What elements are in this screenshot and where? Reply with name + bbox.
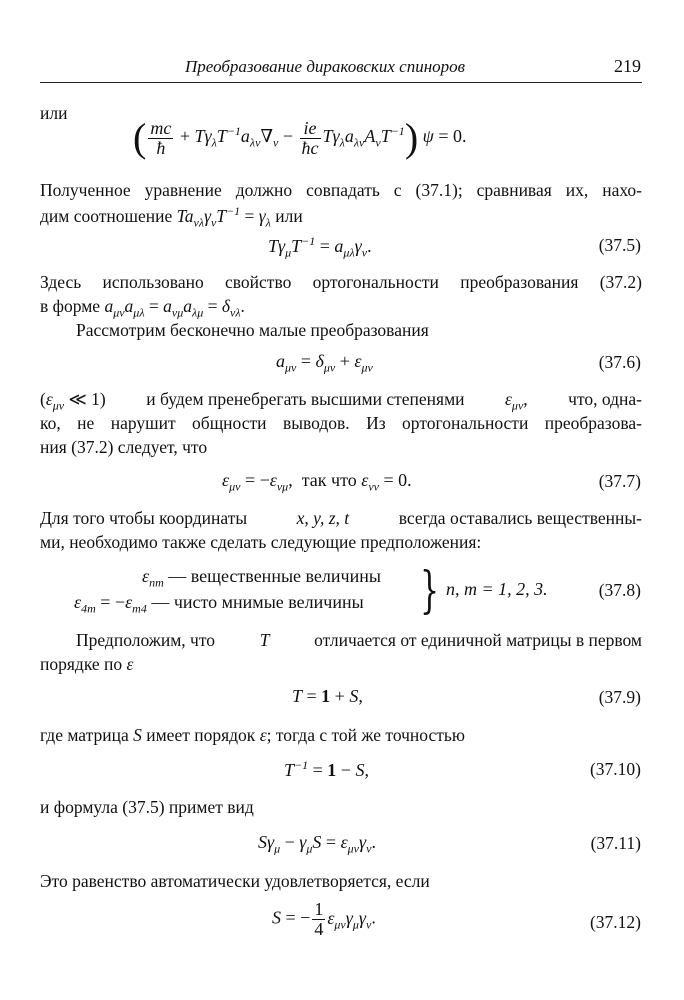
equation-37-11: $S\gamma_\mu - \gamma_\mu S = \varepsilon_{\mu\nu}\gamma_\nu$. bbox=[258, 832, 376, 856]
eqno-37-5: (37.5) bbox=[598, 235, 641, 255]
eqno-37-8: (37.8) bbox=[598, 580, 641, 600]
paragraph-line: Рассмотрим бесконечно малые преобразования bbox=[76, 320, 429, 340]
text-or: или bbox=[40, 103, 68, 123]
paragraph-line: дим соотношение $Ta_{\nu\lambda}\gamma_\nu T^{-1} = \gamma_\lambda$ или bbox=[40, 204, 303, 230]
paragraph-line: в форме $a_{\mu\nu}a_{\mu\lambda} = a_{\nu\mu}a_{\lambda\mu} = \delta_{\nu\lambda}$. bbox=[40, 296, 245, 320]
equation-37-7: $\varepsilon_{\mu\nu} = -\varepsilon_{\nu\mu}$, так что $\varepsilon_{\nu\nu} = 0$. bbox=[222, 470, 412, 494]
paragraph-line: ($\varepsilon_{\mu\nu}$ ≪ 1) и будем пренебрегать высшими степенями $\varepsilon_{\mu\nu}$, что, одна- bbox=[40, 389, 642, 413]
paragraph-line: ко, не нарушит общности выводов. Из ортогональности преобразова- bbox=[40, 413, 642, 433]
dirac-equation-transformed: ( $\frac{mc}{ħ}$ + $T\gamma_\lambda T^{-1}a_{\lambda\nu}\nabla_\nu$ − $\frac{ie}{ħc}$ $T\gamma_\lambda a_{\lambda\nu}A_\nu T^{-1}$) ψ = 0. bbox=[133, 115, 467, 160]
eqno-37-7: (37.7) bbox=[598, 471, 641, 491]
running-header-title: Преобразование дираковских спиноров bbox=[185, 57, 466, 76]
right-brace: } bbox=[420, 561, 440, 619]
eqno-37-10: (37.10) bbox=[589, 759, 641, 779]
paragraph-line: Полученное уравнение должно совпадать с (37.1); сравнивая их, нахо- bbox=[40, 180, 642, 200]
paragraph-line: где матрица S имеет порядок ε; тогда с той же точностью bbox=[40, 725, 465, 745]
paragraph-line: ния (37.2) следует, что bbox=[40, 437, 208, 457]
equation-37-12: S = − $\frac{1}{4}$ $\varepsilon_{\mu\nu}\gamma_\mu\gamma_\nu$. bbox=[272, 899, 376, 939]
page-number: 219 bbox=[614, 56, 641, 76]
equation-37-9: T = 1 + S, bbox=[292, 686, 363, 706]
paragraph-line: Здесь использовано свойство ортогональности преобразования (37.2) bbox=[40, 272, 642, 292]
condition-imaginary: $\varepsilon_{4m} = -\varepsilon_{m4}$ — чисто мнимые величины bbox=[74, 592, 364, 616]
paragraph-line: Предположим, что T отличается от единичной матрицы в первом bbox=[76, 630, 642, 650]
eqno-37-9: (37.9) bbox=[598, 687, 641, 707]
eqno-37-6: (37.6) bbox=[598, 352, 641, 372]
paragraph-line: и формула (37.5) примет вид bbox=[40, 797, 254, 817]
equation-37-5: $T\gamma_\mu T^{-1} = a_{\mu\lambda}\gamma_\nu$. bbox=[268, 234, 372, 260]
paragraph-line: порядке по ε bbox=[40, 654, 134, 674]
index-range: n, m = 1, 2, 3. bbox=[446, 579, 548, 599]
equation-37-6: $a_{\mu\nu} = \delta_{\mu\nu} + \varepsilon_{\mu\nu}$ bbox=[276, 351, 373, 375]
header-rule bbox=[40, 82, 642, 83]
condition-real: $\varepsilon_{nm}$ — вещественные величины bbox=[142, 566, 381, 590]
paragraph-line: Для того чтобы координаты x, y, z, t всегда оставались вещественны- bbox=[40, 508, 642, 528]
paragraph-line: Это равенство автоматически удовлетворяется, если bbox=[40, 871, 430, 891]
eqno-37-11: (37.11) bbox=[590, 833, 641, 853]
paragraph-line: ми, необходимо также сделать следующие предположения: bbox=[40, 532, 482, 552]
eqno-37-12: (37.12) bbox=[589, 912, 641, 932]
equation-37-10: $T^{-1} = 1 - S$, bbox=[284, 758, 369, 780]
